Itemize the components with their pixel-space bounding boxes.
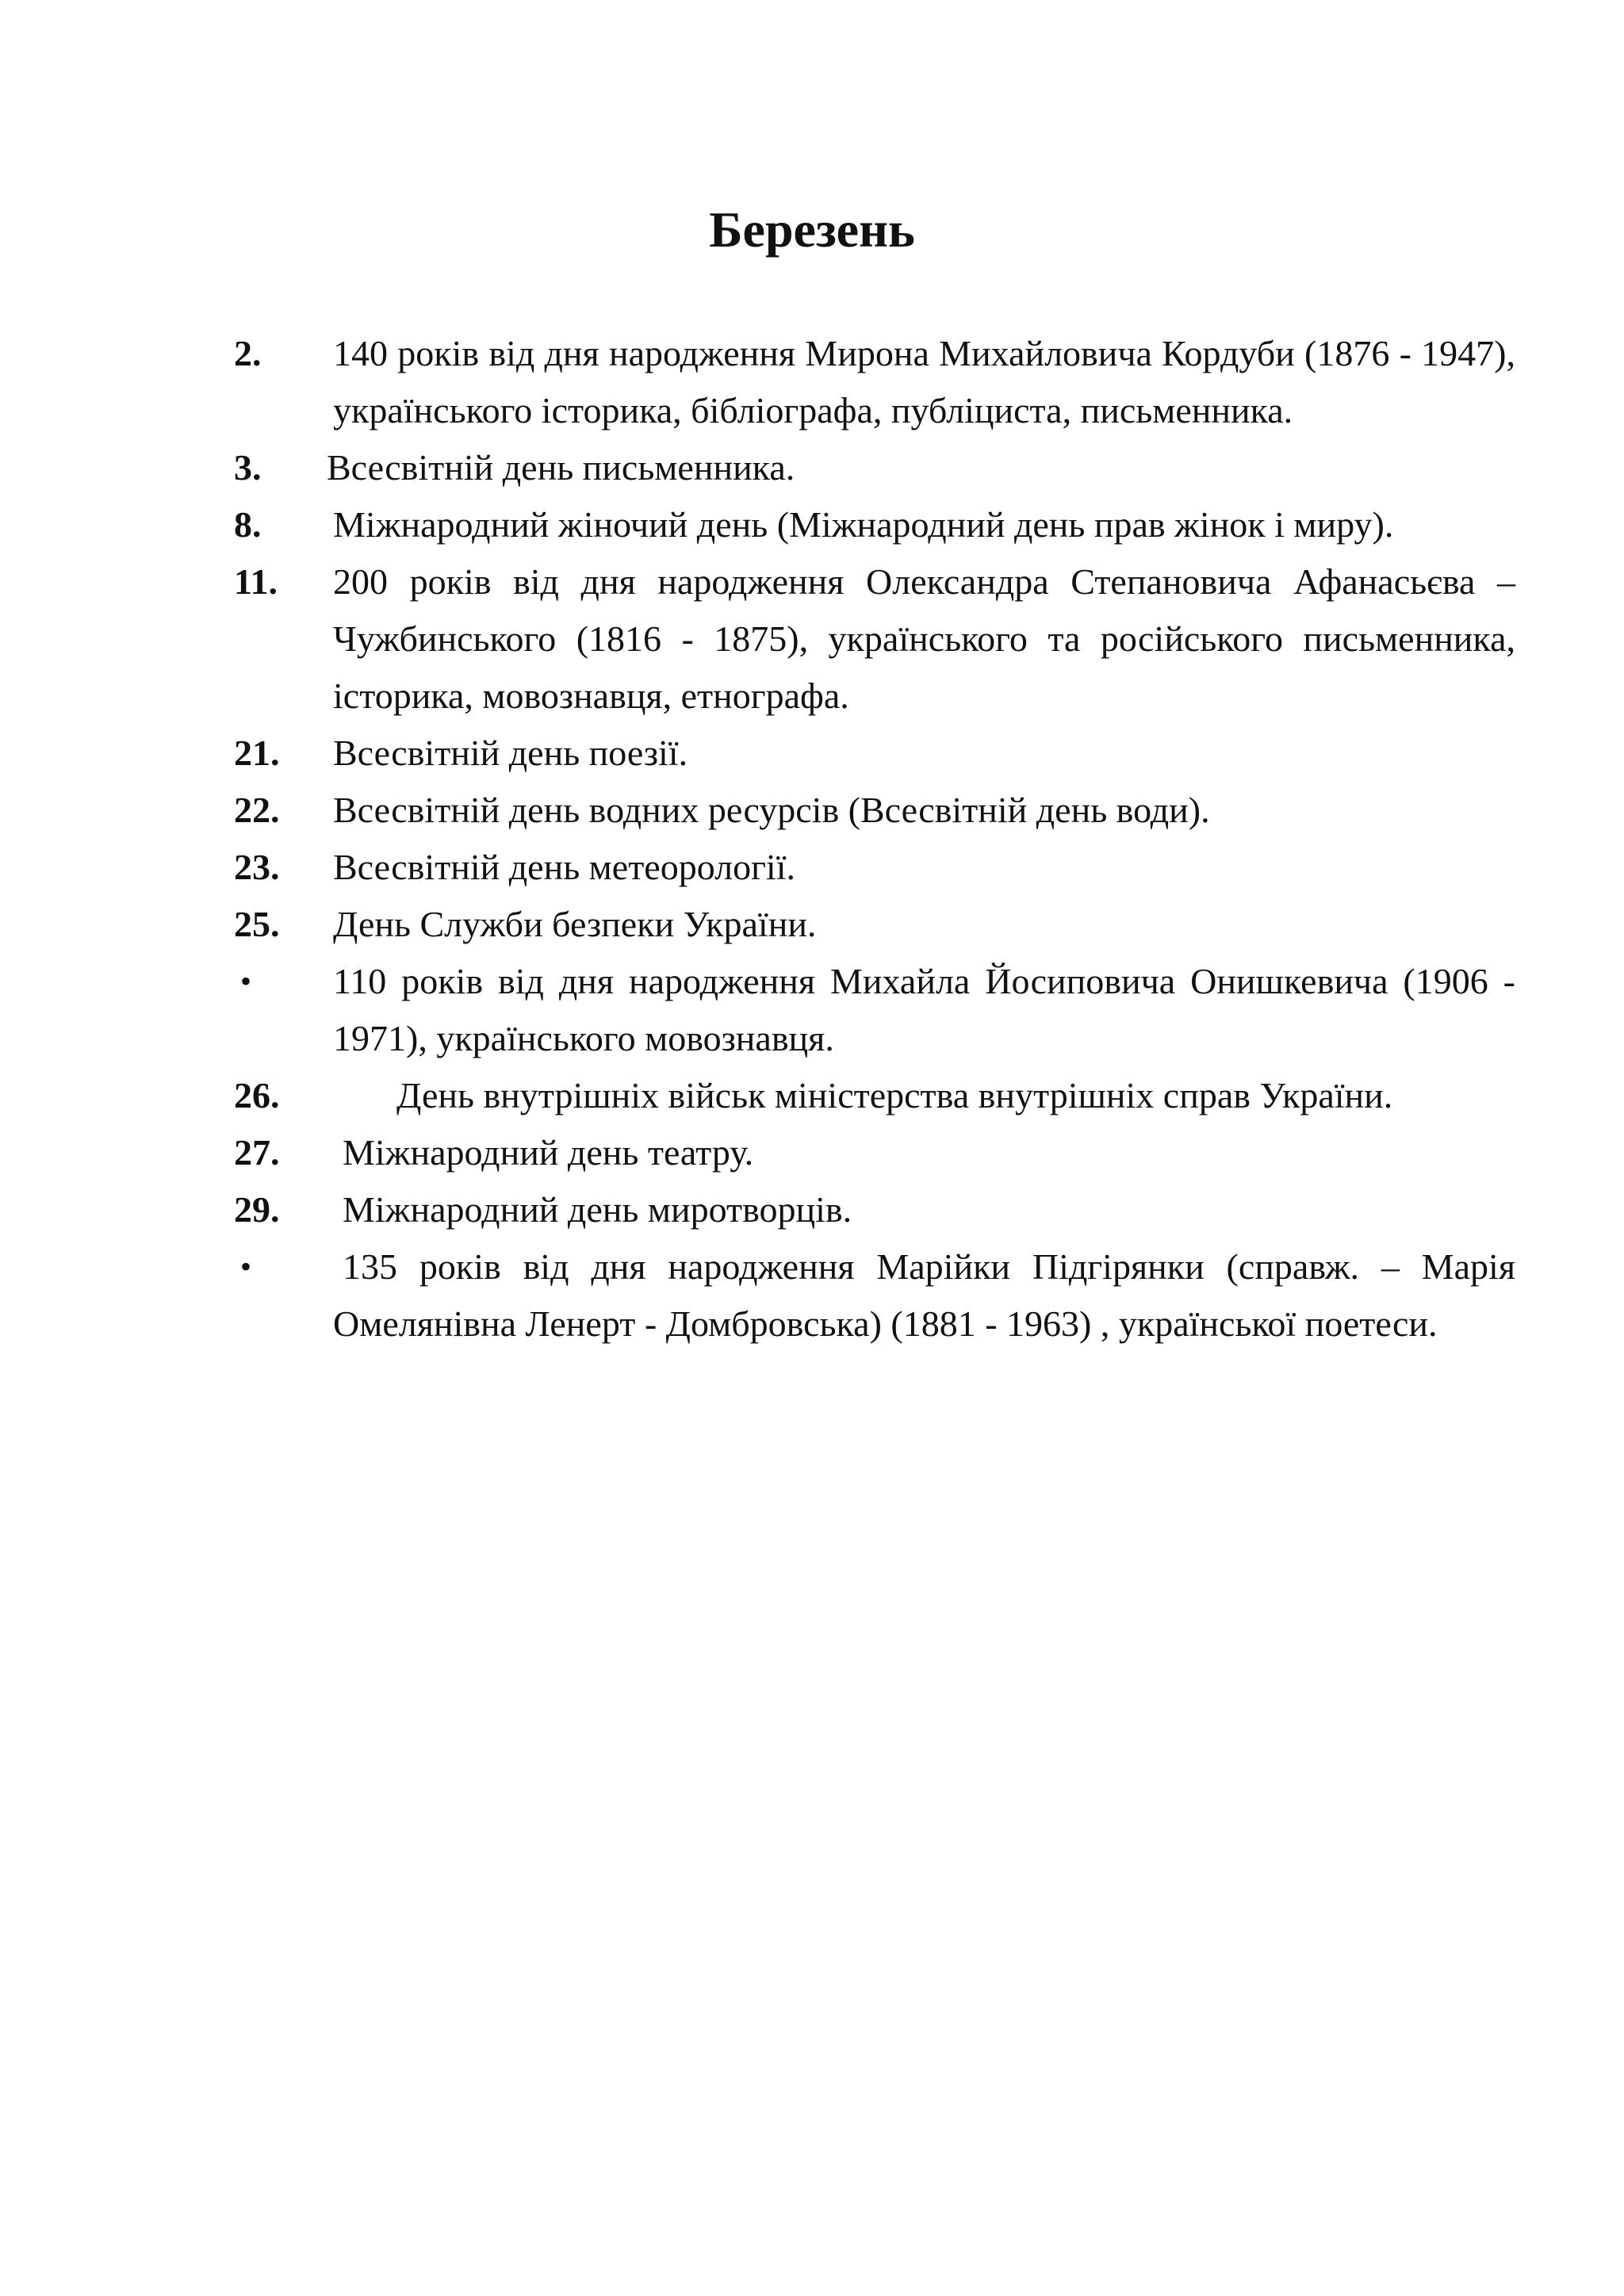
- entry-number: 21.: [234, 733, 280, 773]
- entry-number: 2.: [234, 333, 262, 373]
- entry-text: День Служби безпеки України.: [333, 904, 817, 944]
- list-item: [234, 1238, 1515, 1353]
- list-item: [234, 839, 1515, 896]
- list-item: [234, 496, 1515, 553]
- entry-text: Всесвітній день поезії.: [333, 733, 688, 773]
- entry-number: 29.: [234, 1189, 280, 1230]
- entry-text: 200 років від дня народження Олександра Степановича Афанасьєва – Чужбинського (1816 - 1875), українського та російського письменника, історика, мовознавця, етнографа.: [333, 561, 1515, 716]
- list-item: [234, 1124, 1515, 1181]
- bullet-marker: •: [240, 963, 252, 999]
- entry-text: Всесвітній день водних ресурсів (Всесвітній день води).: [333, 790, 1210, 830]
- entry-text: День внутрішніх військ міністерства внутрішніх справ України.: [396, 1075, 1393, 1115]
- page-title: Березень: [709, 201, 915, 258]
- list-item: [234, 439, 1515, 496]
- entry-text: Міжнародний жіночий день (Міжнародний день прав жінок і миру).: [333, 504, 1394, 545]
- entry-text: Всесвітній день метеорології.: [333, 847, 795, 887]
- entry-number: 27.: [234, 1132, 280, 1173]
- entry-number: 11.: [234, 561, 278, 602]
- entry-text: 135 років від дня народження Марійки Підгірянки (справж. – Марія Омелянівна Ленерт - Домбровська) (1881 - 1963) , української поетеси.: [333, 1246, 1515, 1344]
- entry-number: 3.: [234, 447, 262, 488]
- entry-text: Всесвітній день письменника.: [327, 447, 795, 488]
- list-item: [234, 325, 1515, 439]
- entry-number: 22.: [234, 790, 280, 830]
- entry-text: 140 років від дня народження Мирона Михайловича Кордуби (1876 - 1947), українського історика, бібліографа, публіциста, письменника.: [333, 333, 1515, 430]
- list-item: [234, 782, 1515, 839]
- entry-text: Міжнародний день театру.: [343, 1132, 754, 1173]
- list-item: [234, 725, 1515, 782]
- entry-text: Міжнародний день миротворців.: [343, 1189, 852, 1230]
- bullet-marker: •: [240, 1249, 252, 1284]
- entry-text: 110 років від дня народження Михайла Йосиповича Онишкевича (1906 - 1971), українського мовознавця.: [333, 961, 1515, 1058]
- list-item: [234, 896, 1515, 953]
- list-item: [234, 1067, 1515, 1124]
- list-item: [234, 1181, 1515, 1238]
- list-item: [234, 953, 1515, 1067]
- entry-number: 23.: [234, 847, 280, 887]
- entry-number: 26.: [234, 1075, 280, 1115]
- list-item: [234, 553, 1515, 725]
- entry-number: 25.: [234, 904, 280, 944]
- entry-number: 8.: [234, 504, 262, 545]
- calendar-entries-list: [234, 325, 1515, 1353]
